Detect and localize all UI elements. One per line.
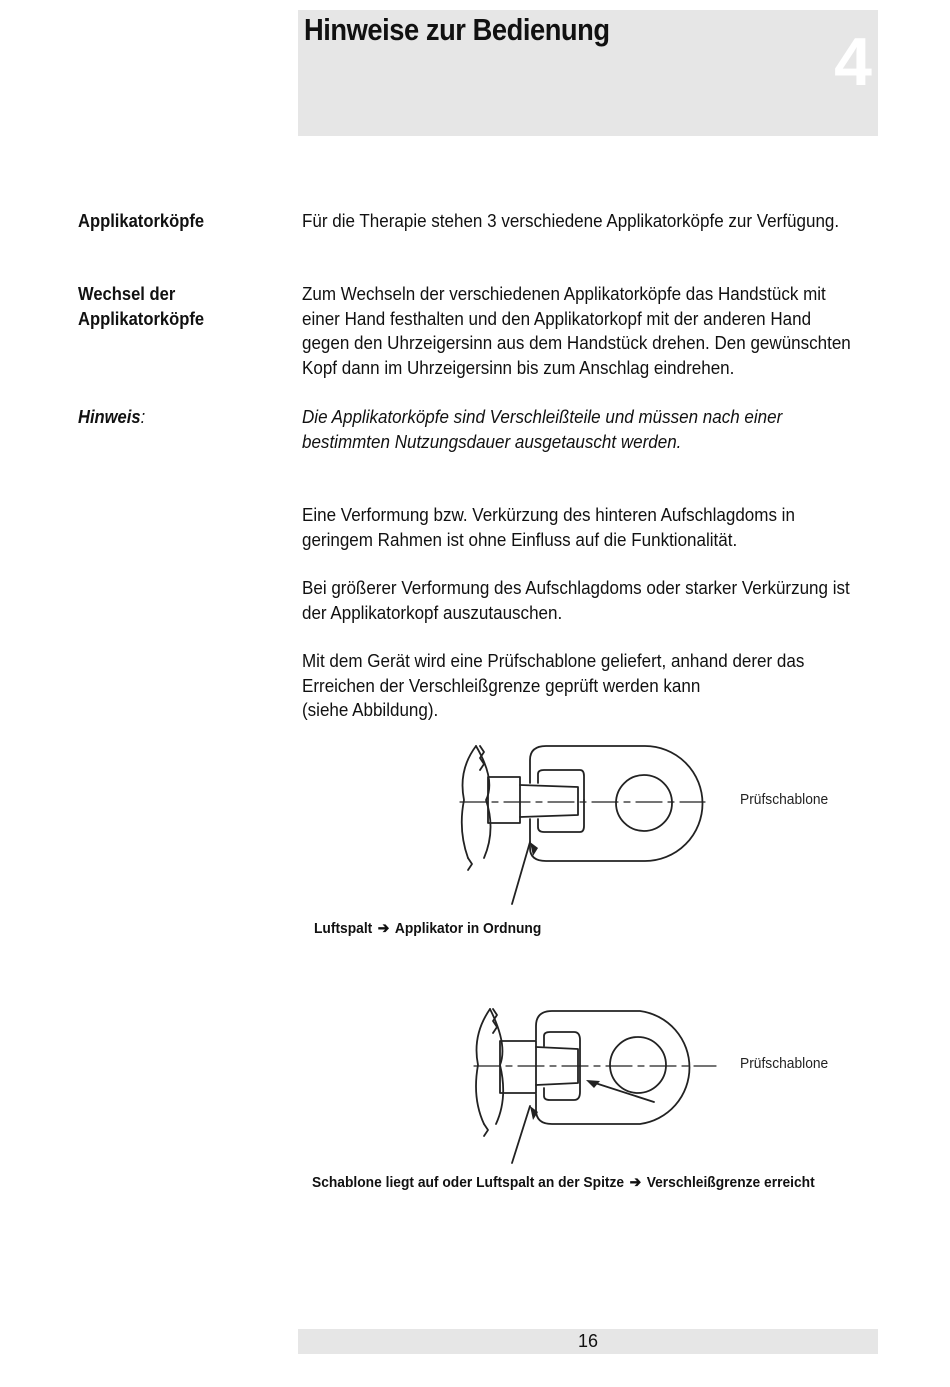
text-line: der Applikatorkopf auszutauschen. [302,601,563,623]
text-line: gegen den Uhrzeigersinn aus dem Handstück drehen. Den gewünschten [302,332,851,353]
caption-right: Applikator in Ordnung [394,920,542,937]
text-line: Die Applikatorköpfe sind Verschleißteile und müssen nach einer [302,406,783,427]
arrow-right-icon: ➔ [377,920,390,937]
text-line: Kopf dann im Uhrzeigersinn bis zum Anschlag eindrehen. [302,356,735,378]
section-text-applikatorkoepfe: Für die Therapie stehen 3 verschiedene Applikatorköpfe zur Verfügung. [302,210,840,231]
caption-right: Verschleißgrenze erreicht [646,1174,815,1191]
label-line: Applikatorköpfe [78,309,205,329]
hinweis-label-text: Hinweis [78,407,141,427]
figure1-label: Prüfschablone [740,791,829,808]
text-line: Erreichen der Verschleißgrenze geprüft werden kann [302,674,701,696]
figure1-drawing [462,746,703,904]
text-line: Bei größerer Verformung des Aufschlagdoms oder starker Verkürzung ist [302,577,850,598]
page-footer [298,1329,878,1354]
text-line: bestimmten Nutzungsdauer ausgetauscht werden. [302,430,682,452]
text-line: geringem Rahmen ist ohne Einfluss auf die Funktionalität. [302,528,738,550]
arrow-right-icon: ➔ [629,1174,642,1191]
text-line: Mit dem Gerät wird eine Prüfschablone geliefert, anhand derer das [302,650,805,671]
page-title: Hinweise zur Bedienung [304,12,610,47]
chapter-number: 4 [834,24,872,100]
caption-left: Luftspalt [314,920,373,937]
section-label-applikatorkoepfe: Applikatorköpfe [78,211,205,231]
page-number: 16 [577,1331,599,1351]
caption-left: Schablone liegt auf oder Luftspalt an der Spitze [312,1174,625,1191]
text-line: einer Hand festhalten und den Applikatorkopf mit der anderen Hand [302,307,812,329]
figure2-label: Prüfschablone [740,1055,829,1072]
figure1-caption [314,919,541,937]
hinweis-label-colon: : [140,407,146,427]
text-line: Zum Wechseln der verschiedenen Applikatorköpfe das Handstück mit [302,283,826,304]
text-line: Eine Verformung bzw. Verkürzung des hinteren Aufschlagdoms in [302,504,795,525]
label-line: Wechsel der [78,284,176,304]
text-line: (siehe Abbildung). [302,699,439,720]
figure2-caption [312,1173,815,1191]
figure2-drawing [476,1009,689,1163]
